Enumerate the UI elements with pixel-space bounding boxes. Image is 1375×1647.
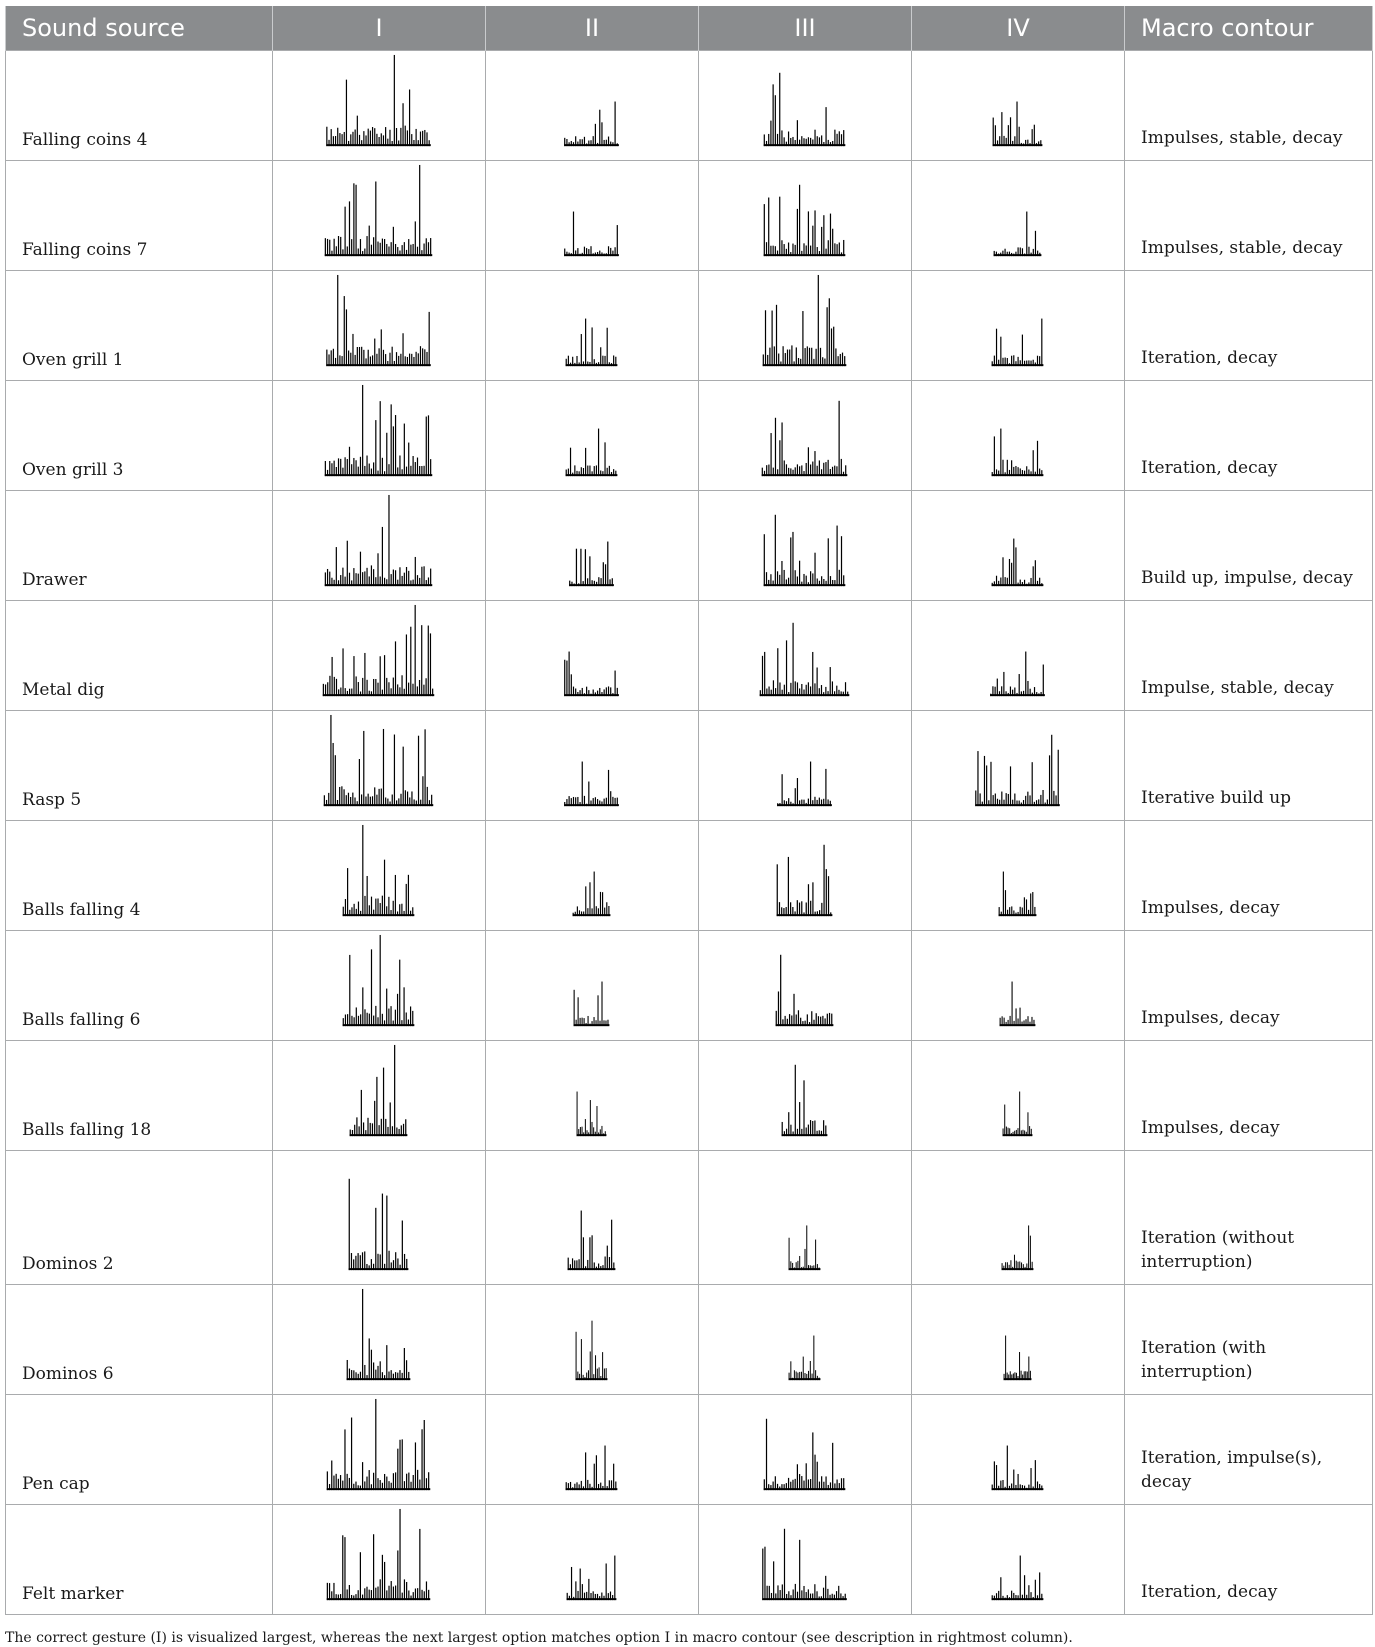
table-row [6, 711, 1373, 821]
waveform-graphic [912, 821, 1124, 930]
waveform-envelope [343, 825, 415, 916]
waveform-envelope [999, 872, 1037, 917]
waveform-cell-option-iii [699, 601, 912, 711]
waveform-envelope [1003, 1092, 1033, 1137]
macro-contour-cell: Iteration, decay [1125, 1505, 1373, 1615]
table-body [6, 51, 1373, 1615]
header-option-ii: II [486, 6, 699, 51]
waveform-graphic [273, 1505, 485, 1614]
waveform-envelope [763, 275, 847, 366]
waveform-graphic [273, 381, 485, 490]
waveform-graphic [699, 1505, 911, 1614]
waveform-cell-option-iii [699, 711, 912, 821]
waveform-cell-option-iii [699, 491, 912, 601]
waveform-graphic [912, 1151, 1124, 1284]
waveform-envelope [327, 1399, 431, 1490]
waveform-envelope [777, 762, 832, 807]
waveform-graphic [699, 1285, 911, 1394]
waveform-envelope [326, 275, 431, 366]
waveform-graphic [273, 1395, 485, 1504]
table-row [6, 491, 1373, 601]
waveform-cell-option-iii [699, 1505, 912, 1615]
waveform-cell-option-iii [699, 381, 912, 491]
waveform-envelope [764, 73, 846, 146]
waveform-envelope [762, 1529, 847, 1600]
macro-contour-cell: Iteration (without interruption) [1125, 1151, 1373, 1285]
waveform-envelope [349, 1179, 409, 1270]
table-row [6, 1285, 1373, 1395]
waveform-cell-option-iii [699, 931, 912, 1041]
sound-source-cell: Falling coins 7 [6, 161, 273, 271]
waveform-envelope [764, 185, 846, 256]
waveform-envelope [564, 102, 619, 147]
waveform-cell-option-i [273, 1395, 486, 1505]
waveform-cell-option-i [273, 381, 486, 491]
waveform-cell-option-ii [486, 381, 699, 491]
waveform-cell-option-ii [486, 1041, 699, 1151]
waveform-graphic [486, 1395, 698, 1504]
macro-contour-cell: Impulse, stable, decay [1125, 601, 1373, 711]
sound-source-cell: Drawer [6, 491, 273, 601]
waveform-graphic [273, 821, 485, 930]
waveform-envelope [350, 1045, 408, 1136]
waveform-envelope [975, 735, 1060, 806]
waveform-envelope [566, 429, 618, 477]
waveform-envelope [992, 429, 1044, 477]
macro-contour-cell: Impulses, stable, decay [1125, 161, 1373, 271]
waveform-cell-option-iv [912, 161, 1125, 271]
header-sound-source: Sound source [6, 6, 273, 51]
gesture-table [5, 6, 1373, 1615]
waveform-cell-option-iv [912, 1285, 1125, 1395]
waveform-cell-option-iv [912, 271, 1125, 381]
waveform-envelope [776, 955, 834, 1026]
waveform-cell-option-iv [912, 1505, 1125, 1615]
sound-source-cell: Falling coins 4 [6, 51, 273, 161]
waveform-envelope [325, 165, 432, 256]
waveform-cell-option-i [273, 271, 486, 381]
waveform-cell-option-i [273, 1505, 486, 1615]
macro-contour-cell: Iteration, decay [1125, 271, 1373, 381]
waveform-envelope [325, 495, 432, 586]
waveform-graphic [699, 1395, 911, 1504]
waveform-graphic [912, 51, 1124, 160]
waveform-cell-option-ii [486, 1285, 699, 1395]
waveform-cell-option-ii [486, 51, 699, 161]
waveform-cell-option-i [273, 821, 486, 931]
waveform-cell-option-ii [486, 711, 699, 821]
waveform-envelope [994, 212, 1042, 257]
waveform-cell-option-iv [912, 601, 1125, 711]
sound-source-cell: Balls falling 6 [6, 931, 273, 1041]
waveform-envelope [324, 715, 433, 806]
waveform-cell-option-ii [486, 161, 699, 271]
sound-source-cell: Felt marker [6, 1505, 273, 1615]
waveform-cell-option-i [273, 1151, 486, 1285]
waveform-graphic [486, 821, 698, 930]
waveform-cell-option-iv [912, 51, 1125, 161]
waveform-cell-option-ii [486, 1505, 699, 1615]
macro-contour-cell: Iteration, decay [1125, 381, 1373, 491]
waveform-envelope [574, 982, 610, 1027]
waveform-envelope [777, 845, 833, 916]
waveform-envelope [568, 1211, 616, 1271]
waveform-graphic [912, 1041, 1124, 1150]
sound-source-cell: Oven grill 1 [6, 271, 273, 381]
waveform-cell-option-iv [912, 821, 1125, 931]
waveform-envelope [564, 212, 619, 257]
header-option-iii: III [699, 6, 912, 51]
table-row [6, 271, 1373, 381]
waveform-graphic [912, 931, 1124, 1040]
waveform-graphic [486, 1151, 698, 1284]
waveform-cell-option-iii [699, 51, 912, 161]
sound-source-cell: Metal dig [6, 601, 273, 711]
waveform-cell-option-i [273, 1285, 486, 1395]
waveform-cell-option-iv [912, 711, 1125, 821]
waveform-graphic [273, 711, 485, 820]
sound-source-cell: Dominos 2 [6, 1151, 273, 1285]
waveform-cell-option-iii [699, 1041, 912, 1151]
macro-contour-cell: Iteration, impulse(s), decay [1125, 1395, 1373, 1505]
waveform-graphic [486, 1505, 698, 1614]
waveform-graphic [912, 381, 1124, 490]
waveform-envelope [789, 1225, 821, 1270]
waveform-graphic [486, 601, 698, 710]
table-row [6, 931, 1373, 1041]
waveform-envelope [347, 1289, 411, 1380]
waveform-cell-option-i [273, 491, 486, 601]
waveform-graphic [486, 381, 698, 490]
waveform-graphic [912, 1285, 1124, 1394]
waveform-graphic [273, 1151, 485, 1284]
waveform-cell-option-i [273, 51, 486, 161]
waveform-graphic [486, 1285, 698, 1394]
header-option-iv: IV [912, 6, 1125, 51]
waveform-graphic [273, 51, 485, 160]
waveform-envelope [577, 1092, 607, 1137]
sound-source-cell: Oven grill 3 [6, 381, 273, 491]
sound-source-cell: Balls falling 18 [6, 1041, 273, 1151]
sound-source-cell: Rasp 5 [6, 711, 273, 821]
waveform-cell-option-iv [912, 931, 1125, 1041]
waveform-cell-option-i [273, 1041, 486, 1151]
waveform-envelope [1004, 1336, 1032, 1381]
table-row [6, 1395, 1373, 1505]
waveform-envelope [992, 1446, 1044, 1491]
table-row [6, 1151, 1373, 1285]
waveform-envelope [992, 319, 1044, 367]
waveform-cell-option-iii [699, 1395, 912, 1505]
waveform-cell-option-iii [699, 821, 912, 931]
macro-contour-cell: Build up, impulse, decay [1125, 491, 1373, 601]
waveform-graphic [699, 51, 911, 160]
waveform-cell-option-ii [486, 271, 699, 381]
sound-source-cell: Pen cap [6, 1395, 273, 1505]
waveform-cell-option-i [273, 601, 486, 711]
waveform-envelope [764, 515, 846, 586]
waveform-envelope [992, 539, 1044, 587]
waveform-graphic [486, 271, 698, 380]
waveform-cell-option-i [273, 711, 486, 821]
waveform-graphic [699, 271, 911, 380]
table-row [6, 1505, 1373, 1615]
waveform-graphic [273, 931, 485, 1040]
waveform-envelope [762, 401, 848, 476]
waveform-graphic [699, 601, 911, 710]
waveform-cell-option-ii [486, 1151, 699, 1285]
header-option-i: I [273, 6, 486, 51]
waveform-graphic [486, 1041, 698, 1150]
waveform-envelope [1002, 1225, 1034, 1270]
table-row [6, 161, 1373, 271]
waveform-envelope [567, 1556, 617, 1601]
macro-contour-cell: Iterative build up [1125, 711, 1373, 821]
waveform-graphic [486, 491, 698, 600]
waveform-graphic [699, 711, 911, 820]
waveform-cell-option-iv [912, 1041, 1125, 1151]
waveform-graphic [273, 491, 485, 600]
macro-contour-cell: Iteration (with interruption) [1125, 1285, 1373, 1395]
waveform-envelope [993, 102, 1043, 147]
waveform-graphic [699, 381, 911, 490]
waveform-envelope [323, 605, 434, 696]
waveform-envelope [566, 319, 618, 367]
waveform-envelope [327, 1509, 431, 1600]
waveform-cell-option-ii [486, 931, 699, 1041]
waveform-graphic [699, 491, 911, 600]
waveform-cell-option-ii [486, 1395, 699, 1505]
table-row [6, 601, 1373, 711]
macro-contour-cell: Impulses, decay [1125, 821, 1373, 931]
waveform-graphic [273, 1041, 485, 1150]
waveform-envelope [326, 55, 431, 146]
waveform-graphic [486, 931, 698, 1040]
header-row [6, 6, 1373, 51]
waveform-graphic [699, 1041, 911, 1150]
macro-contour-cell: Impulses, decay [1125, 931, 1373, 1041]
macro-contour-cell: Impulses, decay [1125, 1041, 1373, 1151]
waveform-graphic [273, 601, 485, 710]
waveform-envelope [573, 872, 611, 917]
waveform-envelope [343, 935, 415, 1026]
waveform-graphic [912, 1505, 1124, 1614]
waveform-envelope [325, 385, 432, 476]
waveform-graphic [912, 601, 1124, 710]
table-row [6, 821, 1373, 931]
waveform-cell-option-ii [486, 601, 699, 711]
waveform-cell-option-iii [699, 1285, 912, 1395]
waveform-graphic [273, 271, 485, 380]
sound-source-cell: Dominos 6 [6, 1285, 273, 1395]
waveform-envelope [566, 1446, 618, 1491]
waveform-graphic [486, 711, 698, 820]
waveform-cell-option-iv [912, 1395, 1125, 1505]
waveform-graphic [273, 1285, 485, 1394]
waveform-graphic [699, 161, 911, 270]
table-caption: The correct gesture (I) is visualized largest, whereas the next largest option matches option I in macro contour (see description in rightmost column). [5, 1630, 1073, 1646]
waveform-graphic [912, 711, 1124, 820]
waveform-envelope [992, 1556, 1044, 1601]
waveform-graphic [912, 1395, 1124, 1504]
header-macro-contour: Macro contour [1125, 6, 1373, 51]
waveform-envelope [569, 542, 614, 587]
waveform-graphic [273, 161, 485, 270]
table-row [6, 381, 1373, 491]
waveform-envelope [990, 652, 1045, 697]
waveform-graphic [699, 931, 911, 1040]
sound-source-cell: Balls falling 4 [6, 821, 273, 931]
table-row [6, 51, 1373, 161]
waveform-cell-option-iv [912, 1151, 1125, 1285]
waveform-graphic [699, 1151, 911, 1284]
waveform-cell-option-iii [699, 161, 912, 271]
waveform-cell-option-iii [699, 1151, 912, 1285]
gesture-table-container [5, 6, 1372, 1615]
waveform-envelope [564, 762, 619, 807]
macro-contour-cell: Impulses, stable, decay [1125, 51, 1373, 161]
waveform-envelope [576, 1321, 608, 1380]
waveform-envelope [564, 652, 619, 697]
waveform-graphic [912, 161, 1124, 270]
waveform-cell-option-ii [486, 821, 699, 931]
waveform-envelope [789, 1336, 821, 1381]
waveform-cell-option-iv [912, 491, 1125, 601]
waveform-graphic [912, 491, 1124, 600]
waveform-cell-option-i [273, 931, 486, 1041]
waveform-cell-option-ii [486, 491, 699, 601]
waveform-graphic [486, 51, 698, 160]
waveform-cell-option-iv [912, 381, 1125, 491]
waveform-envelope [760, 623, 850, 696]
waveform-envelope [764, 1419, 846, 1490]
waveform-envelope [1000, 982, 1036, 1027]
table-row [6, 1041, 1373, 1151]
waveform-cell-option-iii [699, 271, 912, 381]
waveform-graphic [912, 271, 1124, 380]
waveform-graphic [699, 821, 911, 930]
waveform-graphic [486, 161, 698, 270]
waveform-cell-option-i [273, 161, 486, 271]
waveform-envelope [782, 1065, 828, 1136]
